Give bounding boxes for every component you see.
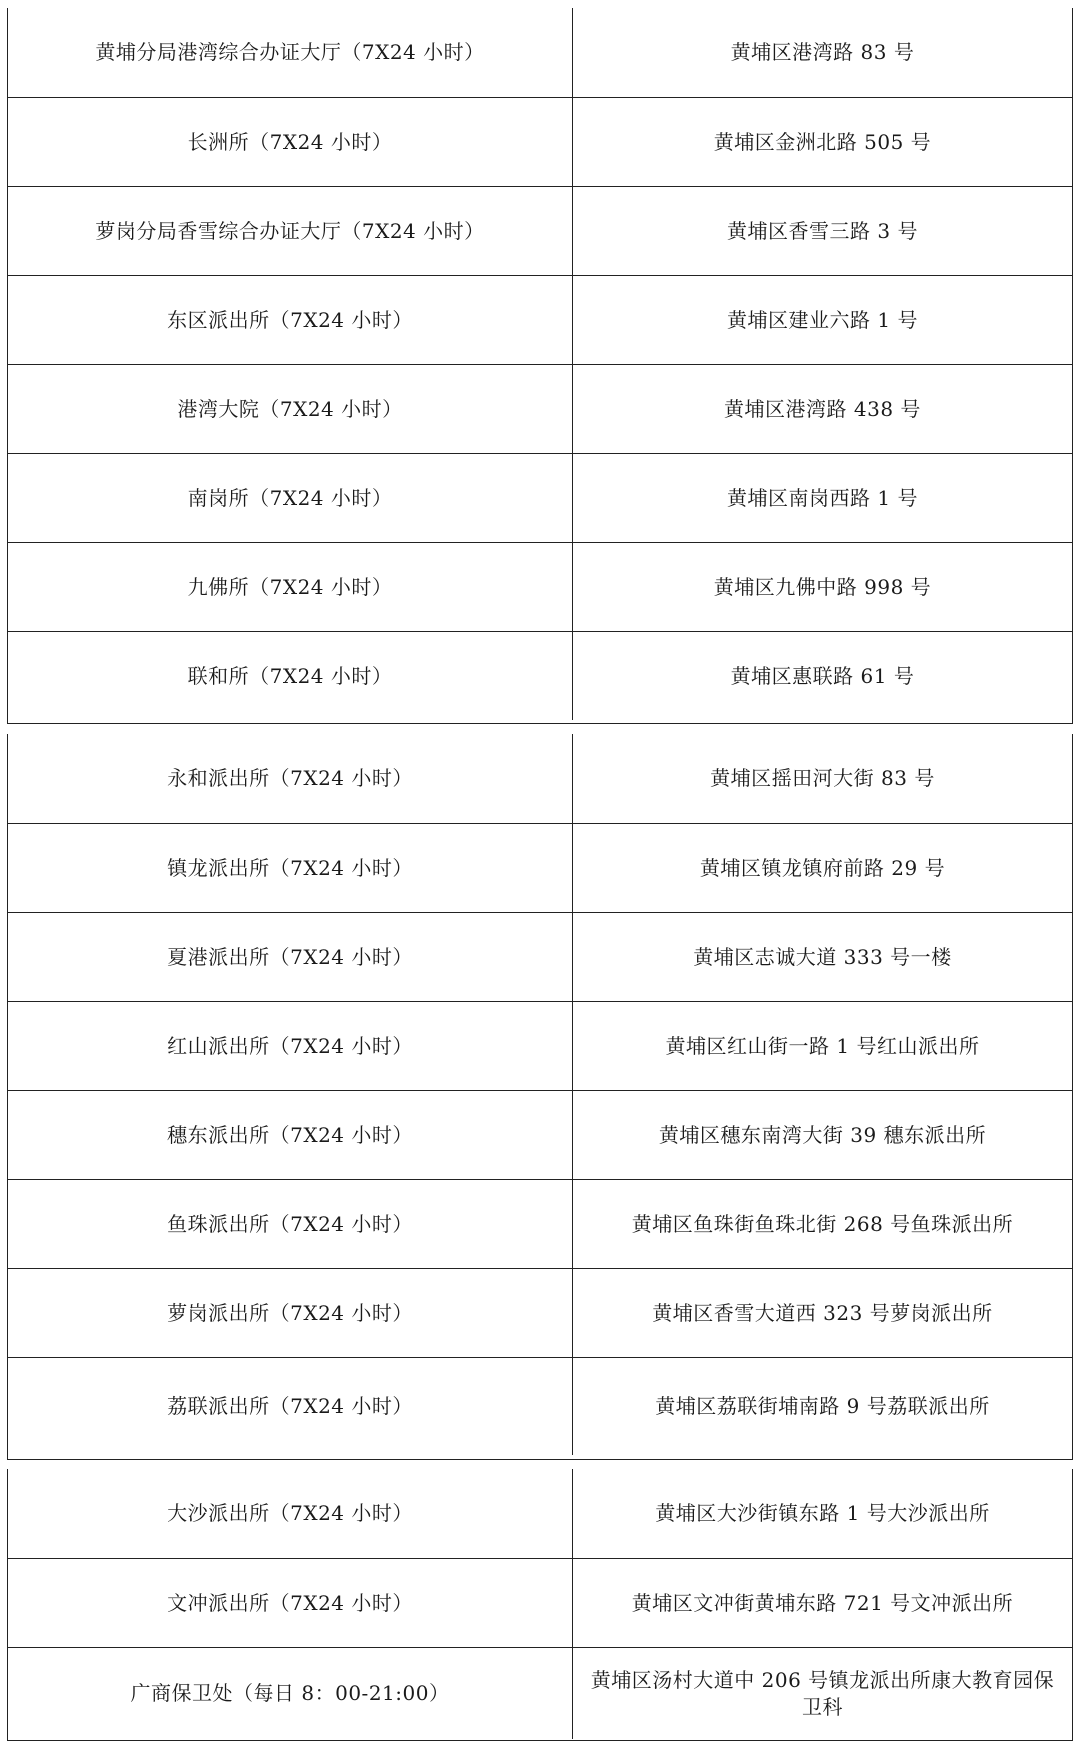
address-cell: 黄埔区红山街一路 1 号红山派出所 bbox=[665, 1033, 980, 1058]
address-cell: 黄埔区港湾路 438 号 bbox=[724, 396, 921, 421]
location-name-cell: 文冲派出所（7X24 小时） bbox=[8, 1559, 573, 1647]
table-row bbox=[8, 631, 1072, 720]
location-name-cell: 南岗所（7X24 小时） bbox=[8, 454, 573, 542]
address-cell: 黄埔区香雪大道西 323 号萝岗派出所 bbox=[652, 1300, 993, 1325]
table-row bbox=[8, 1090, 1072, 1179]
location-name-cell: 穗东派出所（7X24 小时） bbox=[8, 1091, 573, 1179]
address-cell: 黄埔区九佛中路 998 号 bbox=[713, 574, 932, 599]
table-row bbox=[8, 1001, 1072, 1090]
address-cell: 黄埔区惠联路 61 号 bbox=[730, 663, 915, 688]
location-name-cell: 红山派出所（7X24 小时） bbox=[8, 1002, 573, 1090]
location-name-cell: 联和所（7X24 小时） bbox=[8, 632, 573, 720]
location-name-cell: 长洲所（7X24 小时） bbox=[8, 98, 573, 186]
address-cell: 黄埔区镇龙镇府前路 29 号 bbox=[699, 855, 946, 880]
location-name-cell: 萝岗派出所（7X24 小时） bbox=[8, 1269, 573, 1357]
location-name-cell: 荔联派出所（7X24 小时） bbox=[8, 1358, 573, 1455]
location-name-cell: 鱼珠派出所（7X24 小时） bbox=[8, 1180, 573, 1268]
table-row bbox=[8, 1357, 1072, 1455]
table-row bbox=[8, 453, 1072, 542]
location-name-cell: 镇龙派出所（7X24 小时） bbox=[8, 824, 573, 912]
address-cell: 黄埔区荔联街埔南路 9 号荔联派出所 bbox=[655, 1394, 990, 1418]
address-cell: 黄埔区南岗西路 1 号 bbox=[727, 485, 918, 510]
table-row bbox=[8, 912, 1072, 1001]
table-row bbox=[8, 1647, 1072, 1739]
address-cell: 黄埔区港湾路 83 号 bbox=[730, 40, 915, 64]
table-row bbox=[8, 734, 1072, 823]
location-name-cell: 大沙派出所（7X24 小时） bbox=[8, 1469, 573, 1558]
table-row bbox=[8, 1268, 1072, 1357]
address-cell: 黄埔区穗东南湾大街 39 穗东派出所 bbox=[658, 1122, 987, 1147]
table-row bbox=[8, 364, 1072, 453]
location-name-cell: 萝岗分局香雪综合办证大厅（7X24 小时） bbox=[8, 187, 573, 275]
location-name-cell: 永和派出所（7X24 小时） bbox=[8, 734, 573, 823]
address-cell: 黄埔区志诚大道 333 号一楼 bbox=[693, 944, 952, 969]
table-row bbox=[8, 275, 1072, 364]
address-cell: 黄埔区金洲北路 505 号 bbox=[713, 129, 932, 154]
table-section-2 bbox=[7, 734, 1073, 1460]
table-row bbox=[8, 97, 1072, 186]
table-row bbox=[8, 8, 1072, 97]
address-cell: 黄埔区大沙街镇东路 1 号大沙派出所 bbox=[655, 1501, 990, 1525]
table-row bbox=[8, 823, 1072, 912]
table-row bbox=[8, 1469, 1072, 1558]
location-name-cell: 东区派出所（7X24 小时） bbox=[8, 276, 573, 364]
table-row bbox=[8, 1558, 1072, 1647]
location-name-cell: 港湾大院（7X24 小时） bbox=[8, 365, 573, 453]
location-name-cell: 广商保卫处（每日 8：00-21:00） bbox=[8, 1648, 573, 1739]
table-section-3 bbox=[7, 1469, 1073, 1741]
address-cell: 黄埔区文冲街黄埔东路 721 号文冲派出所 bbox=[631, 1590, 1014, 1615]
address-cell: 黄埔区香雪三路 3 号 bbox=[727, 218, 918, 243]
address-cell: 黄埔区鱼珠街鱼珠北街 268 号鱼珠派出所 bbox=[631, 1211, 1014, 1236]
table-section-1 bbox=[7, 8, 1073, 724]
location-name-cell: 黄埔分局港湾综合办证大厅（7X24 小时） bbox=[8, 8, 573, 97]
address-cell: 黄埔区汤村大道中 206 号镇龙派出所康大教育园保卫科 bbox=[590, 1667, 1055, 1719]
address-cell: 黄埔区摇田河大街 83 号 bbox=[710, 766, 935, 790]
table-row bbox=[8, 1179, 1072, 1268]
address-cell: 黄埔区建业六路 1 号 bbox=[727, 307, 918, 332]
location-name-cell: 九佛所（7X24 小时） bbox=[8, 543, 573, 631]
table-row bbox=[8, 542, 1072, 631]
table-row bbox=[8, 186, 1072, 275]
location-name-cell: 夏港派出所（7X24 小时） bbox=[8, 913, 573, 1001]
